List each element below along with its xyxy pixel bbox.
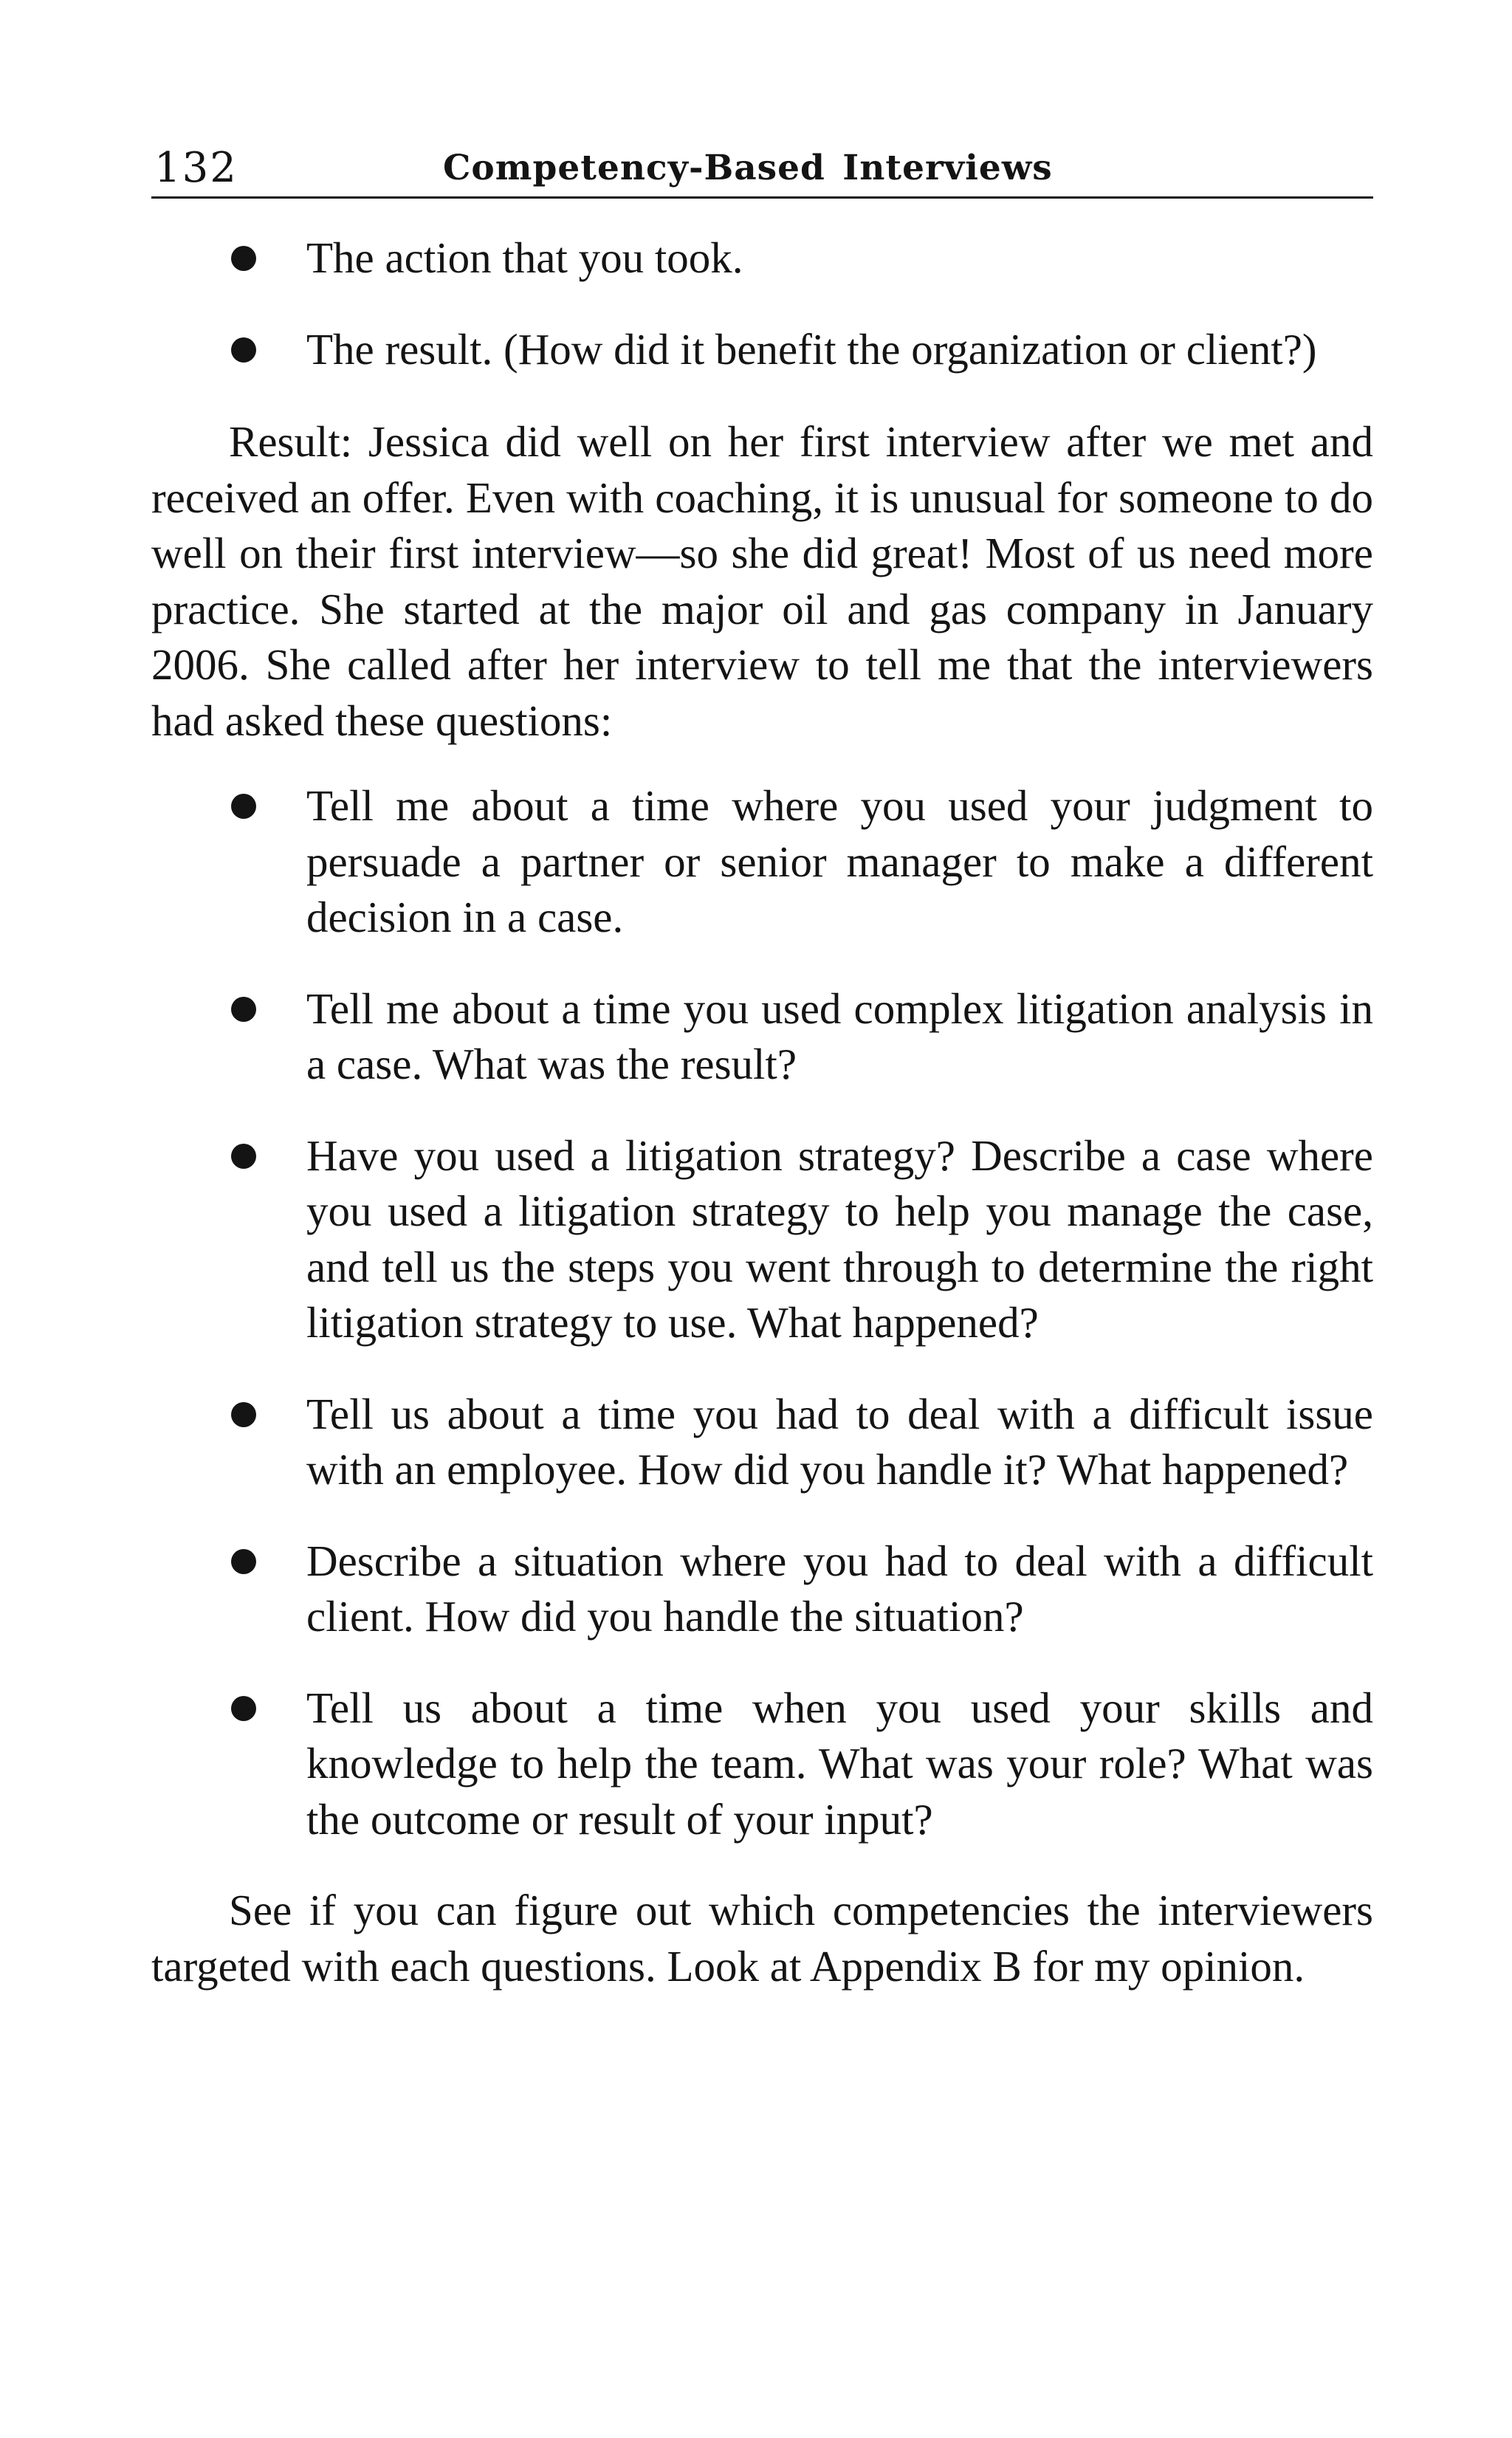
- list-item-text: Describe a situation where you had to deal with a difficult client. How did you handle the situation?: [306, 1536, 1373, 1641]
- bullet-icon: [231, 1549, 256, 1574]
- bullet-icon: [231, 246, 256, 271]
- running-header: [151, 140, 1373, 199]
- list-item: [151, 1534, 1373, 1645]
- closing-paragraph: See if you can figure out which competencies the interviewers targeted with each questions. Look at Appendix B for my opinion.: [151, 1886, 1373, 1991]
- bullet-icon: [231, 1402, 256, 1427]
- page-body: [151, 230, 1373, 1994]
- bullet-icon: [231, 794, 256, 819]
- list-item: [151, 778, 1373, 946]
- list-item: [151, 1128, 1373, 1351]
- list-item-text: Have you used a litigation strategy? Describe a case where you used a litigation strategy to help you manage the case, and tell us the steps you went through to determine the right litigation strategy to use. What happened?: [306, 1130, 1373, 1347]
- list-item-text: Tell us about a time when you used your skills and knowledge to help the team. What was your role? What was the outcome or result of your input?: [306, 1683, 1373, 1844]
- list-item: [151, 1680, 1373, 1848]
- book-page: [151, 140, 1373, 1994]
- bullet-list-interview-questions: [151, 778, 1373, 1847]
- running-header-title: Competency-Based Interviews: [443, 148, 1053, 188]
- bullet-icon: [231, 1144, 256, 1169]
- bullet-icon: [231, 1696, 256, 1721]
- bullet-list-star-steps: [151, 230, 1373, 377]
- bullet-icon: [231, 337, 256, 363]
- list-item: [151, 1387, 1373, 1498]
- list-item: [151, 322, 1373, 378]
- list-item-text: The result. (How did it benefit the organization or client?): [306, 324, 1317, 374]
- page-number: 132: [154, 144, 238, 192]
- bullet-icon: [231, 997, 256, 1022]
- list-item-text: Tell me about a time where you used your judgment to persuade a partner or senior manager to make a different decision in a case.: [306, 781, 1373, 941]
- list-item-text: Tell me about a time you used complex litigation analysis in a case. What was the result?: [306, 983, 1373, 1088]
- result-paragraph: Result: Jessica did well on her first interview after we met and received an offer. Even with coaching, it is unusual for someone to do well on their first interview—so she did great! Most of us need more practice. She started at the major oil and gas company in January 2006. She called after her interview to tell me that the interviewers had asked these questions:: [151, 417, 1373, 745]
- list-item: [151, 230, 1373, 286]
- list-item: [151, 981, 1373, 1093]
- list-item-text: The action that you took.: [306, 233, 743, 282]
- list-item-text: Tell us about a time you had to deal with a difficult issue with an employee. How did you handle it? What happened?: [306, 1389, 1373, 1494]
